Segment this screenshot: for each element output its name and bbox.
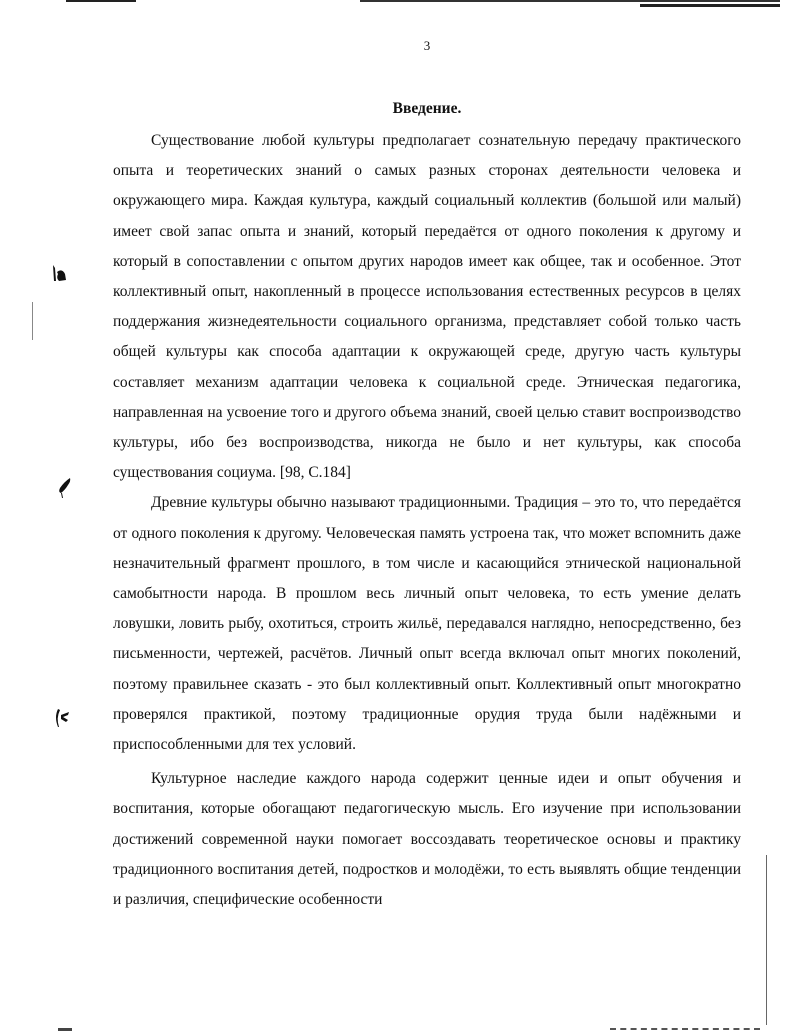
scan-edge-line (66, 0, 136, 2)
scan-edge-line (766, 855, 767, 1025)
paragraph: Культурное наследие каждого народа содержит ценные идеи и опыт обучения и воспитания, которые обогащают педагогическую мысль. Его изучение при использовании достижений современной науки помогает воссоздавать теоретическое основы и практику традиционного воспитания детей, подростков и молодёжи, то есть выявлять общие тенденции и различия, специфические особенности (113, 770, 741, 909)
document-body (113, 126, 741, 915)
scan-edge-line (640, 4, 780, 7)
page-title: Введение. (392, 100, 462, 117)
page-number: 3 (423, 38, 431, 53)
scan-edge-line (58, 1028, 72, 1031)
scan-edge-line (610, 1028, 760, 1033)
scan-edge-line (360, 0, 780, 2)
ink-mark-icon (53, 707, 71, 729)
ink-mark-icon (56, 476, 74, 498)
paragraph: Существование любой культуры предполагает сознательную передачу практического опыта и теоретических знаний о самых разных сторонах деятельности человека и окружающего мира. Каждая культура, каждый социальный коллектив (большой или малый) имеет свой запас опыта и знаний, который передаётся от одного поколения к другому и который в сопоставлении с опытом других народов имеет как общее, так и особенное. Этот коллективный опыт, накопленный в процессе использования естественных ресурсов в целях поддержания жизнедеятельности социального организма, представляет собой только часть общей культуры как способа адаптации к окружающей среде, другую часть культуры составляет механизм адаптации человека к социальной среде. Этническая педагогика, направленная на усвоение того и другого объема знаний, своей целью ставит воспроизводство культуры, ибо без воспроизводства, никогда не было и нет культуры, как способа существования социума. [98, С.184] (113, 132, 741, 482)
paragraph: Древние культуры обычно называют традиционными. Традиция – это то, что передаётся от одного поколения к другому. Человеческая память устроена так, что может вспомнить даже незначительный фрагмент прошлого, в том числе и касающийся этнической национальной самобытности народа. В прошлом весь личный опыт человека, то есть умение делать ловушки, ловить рыбу, охотиться, строить жильё, передавался наглядно, непосредственно, без письменности, чертежей, расчётов. Личный опыт всегда включал опыт многих поколений, поэтому правильнее сказать - это был коллективный опыт. Коллективный опыт многократно проверялся практикой, поэтому традиционные орудия труда были надёжными и приспособленными для тех условий. (113, 494, 741, 754)
ink-mark-icon (50, 262, 68, 284)
scan-edge-line (32, 302, 33, 340)
